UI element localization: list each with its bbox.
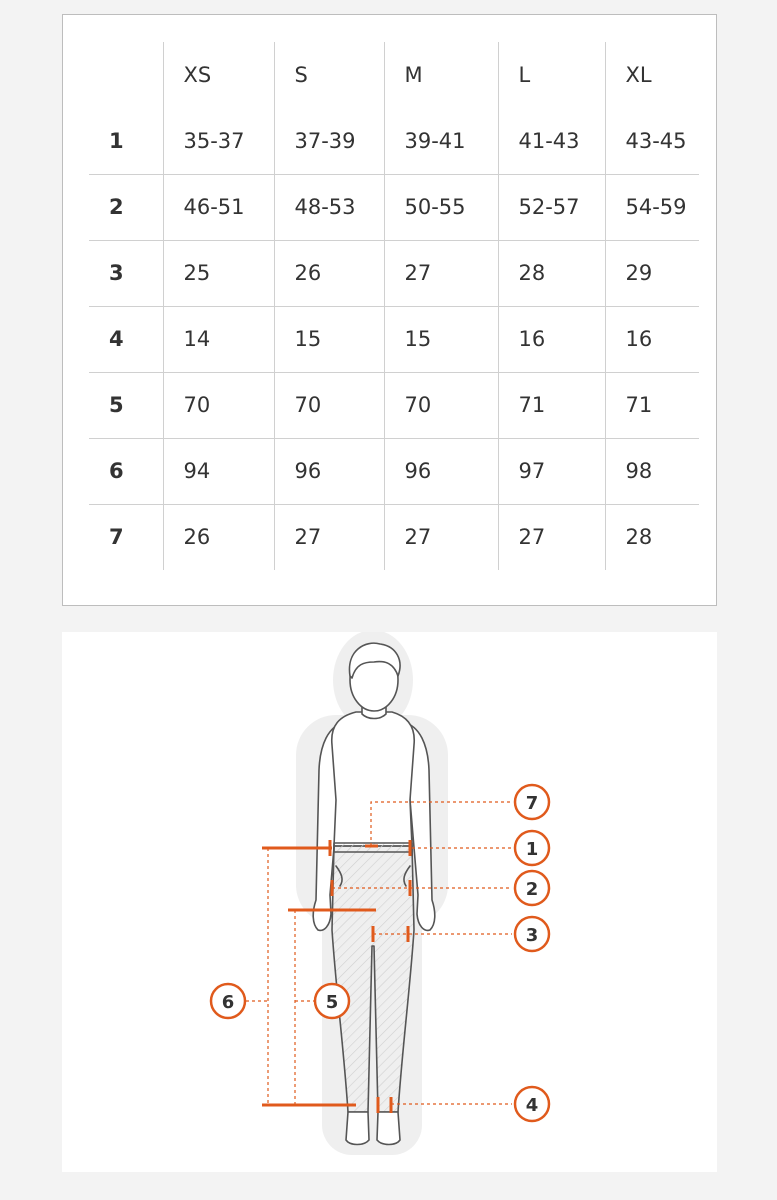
table-row	[89, 108, 699, 174]
left-foot	[346, 1112, 369, 1145]
table-cell: 97	[498, 438, 605, 504]
table-cell: 28	[498, 240, 605, 306]
header-cell-empty	[89, 42, 163, 108]
row-label: 5	[89, 372, 163, 438]
table-cell: 26	[274, 240, 384, 306]
marker-1	[515, 831, 549, 865]
measurement-diagram	[62, 632, 717, 1172]
marker-3	[515, 917, 549, 951]
table-cell: 29	[605, 240, 699, 306]
marker-2-label: 2	[525, 879, 539, 900]
table-cell: 25	[163, 240, 274, 306]
table-cell: 96	[384, 438, 498, 504]
table-cell: 96	[274, 438, 384, 504]
right-foot	[377, 1112, 400, 1145]
table-cell: 52-57	[498, 174, 605, 240]
table-row	[89, 372, 699, 438]
table-cell: 71	[605, 372, 699, 438]
row-label: 3	[89, 240, 163, 306]
table-row	[89, 306, 699, 372]
table-cell: 27	[384, 504, 498, 570]
table-cell: 98	[605, 438, 699, 504]
table-cell: 41-43	[498, 108, 605, 174]
size-chart-card	[62, 14, 717, 606]
table-cell: 14	[163, 306, 274, 372]
header-cell-xs: XS	[163, 42, 274, 108]
table-cell: 48-53	[274, 174, 384, 240]
marker-5	[315, 984, 349, 1018]
row-label: 2	[89, 174, 163, 240]
table-cell: 28	[605, 504, 699, 570]
table-cell: 94	[163, 438, 274, 504]
marker-6	[211, 984, 245, 1018]
table-cell: 15	[384, 306, 498, 372]
table-cell: 27	[384, 240, 498, 306]
header-cell-m: M	[384, 42, 498, 108]
marker-1-label: 1	[525, 839, 539, 860]
table-cell: 26	[163, 504, 274, 570]
size-chart-table	[89, 42, 699, 570]
marker-7-label: 7	[525, 793, 539, 814]
table-cell: 70	[163, 372, 274, 438]
table-cell: 16	[498, 306, 605, 372]
header-cell-l: L	[498, 42, 605, 108]
table-cell: 43-45	[605, 108, 699, 174]
marker-6-label: 6	[221, 992, 235, 1013]
table-header-row	[89, 42, 699, 108]
table-row	[89, 240, 699, 306]
table-cell: 35-37	[163, 108, 274, 174]
header-cell-xl: XL	[605, 42, 699, 108]
table-cell: 71	[498, 372, 605, 438]
header-cell-s: S	[274, 42, 384, 108]
table-cell: 70	[274, 372, 384, 438]
marker-7	[515, 785, 549, 819]
table-cell: 70	[384, 372, 498, 438]
table-cell: 39-41	[384, 108, 498, 174]
table-cell: 46-51	[163, 174, 274, 240]
table-cell: 37-39	[274, 108, 384, 174]
table-cell: 54-59	[605, 174, 699, 240]
marker-3-label: 3	[525, 925, 539, 946]
table-cell: 16	[605, 306, 699, 372]
measurement-diagram-card	[62, 632, 717, 1172]
marker-4	[515, 1087, 549, 1121]
row-label: 7	[89, 504, 163, 570]
row-label: 6	[89, 438, 163, 504]
marker-4-label: 4	[525, 1095, 539, 1116]
table-row	[89, 438, 699, 504]
marker-2	[515, 871, 549, 905]
row-label: 1	[109, 128, 124, 153]
table-cell: 27	[274, 504, 384, 570]
torso	[332, 712, 415, 846]
table-cell: 27	[498, 504, 605, 570]
row-label: 4	[89, 306, 163, 372]
table-row	[89, 174, 699, 240]
table-cell: 50-55	[384, 174, 498, 240]
marker-5-label: 5	[325, 992, 339, 1013]
table-cell: 15	[274, 306, 384, 372]
table-row	[89, 504, 699, 570]
